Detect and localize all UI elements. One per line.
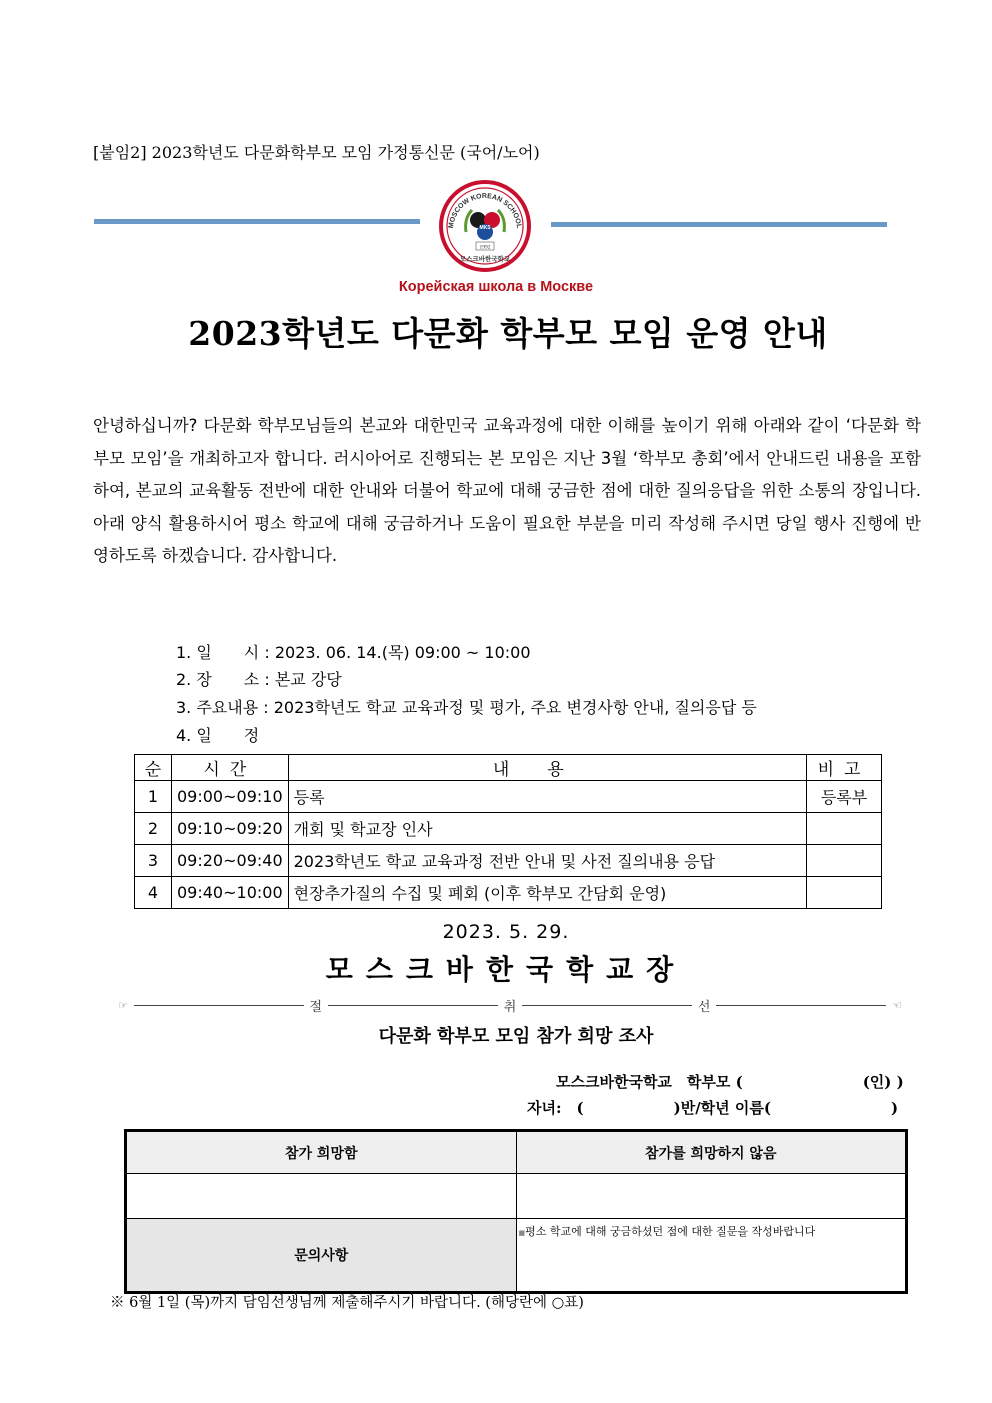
cell-note: 등록부 — [807, 781, 882, 813]
inquiry-field[interactable] — [516, 1219, 907, 1293]
cell-note — [807, 813, 882, 845]
cell-note — [807, 877, 882, 909]
dash-rule — [716, 1005, 886, 1006]
inquiry-label: 문의사항 — [126, 1219, 517, 1293]
col-header-attend: 참가 희망함 — [126, 1131, 517, 1174]
schedule-header-row — [135, 755, 882, 781]
attend-checkbox-cell[interactable] — [126, 1174, 517, 1219]
logo-ring-text: MOSCOW KOREAN SCHOOL — [447, 192, 523, 229]
page-title: 2023학년도 다문화 학부모 모임 운영 안내 — [188, 314, 828, 353]
survey-title: 다문화 학부모 모임 참가 희망 조사 — [378, 1026, 654, 1047]
pointing-right-icon: ☞ — [118, 999, 128, 1012]
info-label: 1. 일 시 — [176, 643, 260, 662]
cell-content: 등록 — [288, 781, 806, 813]
logo-bottom-text: 모스크바한국학교 — [459, 255, 511, 263]
cell-no: 2 — [135, 813, 172, 845]
info-value: 본교 강당 — [274, 670, 342, 689]
table-row — [135, 781, 882, 813]
cutline-word: 취 — [503, 1000, 517, 1015]
cell-time: 09:40~10:00 — [172, 877, 289, 909]
col-header-time: 시간 — [172, 755, 289, 781]
info-value: 2023. 06. 14.(목) 09:00 ~ 10:00 — [274, 643, 531, 662]
pointing-left-icon: ☜ — [892, 999, 902, 1012]
cutline-word: 선 — [697, 1000, 711, 1015]
info-value: 2023학년도 학교 교육과정 및 평가, 주요 변경사항 안내, 질의응답 등 — [273, 698, 757, 717]
child-info-line[interactable]: 자녀: ( )반/학년 이름( ) — [527, 1099, 899, 1117]
cell-content: 2023학년도 학교 교육과정 전반 안내 및 사전 질의내용 응답 — [288, 845, 806, 877]
principal-signature: 모스크바한국학교장 — [325, 953, 687, 986]
table-row — [135, 813, 882, 845]
cutline-word: 절 — [309, 1000, 323, 1015]
info-item-schedule — [176, 723, 259, 746]
header-rule-right — [551, 222, 887, 227]
parent-signature-line[interactable]: 모스크바한국학교 학부모 ( (인) ) — [556, 1073, 904, 1091]
bullet-icon: ■ — [518, 1229, 526, 1237]
dash-rule — [328, 1005, 498, 1006]
school-logo — [436, 180, 534, 272]
cell-time: 09:10~09:20 — [172, 813, 289, 845]
col-header-note: 비고 — [807, 755, 882, 781]
table-row — [135, 845, 882, 877]
schedule-table — [134, 754, 882, 909]
cell-note — [807, 845, 882, 877]
survey-form-table — [124, 1129, 908, 1294]
logo-center-text: MKS — [479, 225, 491, 231]
issue-date: 2023. 5. 29. — [442, 921, 570, 943]
not-attend-checkbox-cell[interactable] — [516, 1174, 907, 1219]
info-item-content: 3. 주요내용 : 2023학년도 학교 교육과정 및 평가, 주요 변경사항 안내, 질의응답 등 — [176, 698, 757, 717]
info-label: 4. 일 정 — [176, 726, 260, 745]
header-rule-left — [94, 219, 420, 224]
cell-time: 09:00~09:10 — [172, 781, 289, 813]
cell-time: 09:20~09:40 — [172, 845, 289, 877]
cell-no: 3 — [135, 845, 172, 877]
col-header-content: 내용 — [288, 755, 806, 781]
cell-content: 현장추가질의 수집 및 폐회 (이후 학부모 간담회 운영) — [288, 877, 806, 909]
school-name-russian: Корейская школа в Москве — [398, 279, 594, 295]
intro-paragraph: 안녕하십니까? 다문화 학부모님들의 본교와 대한민국 교육과정에 대한 이해를 높이기 위해 아래와 같이 ‘다문화 학부모 모임’을 개최하고자 합니다. 러시아어로 진행되는 본 모임은 지난 3월 ‘학부모 총회’에서 안내드린 내용을 포함하여, 본교의 교육활동 전반에 대한 안내와 더불어 학교에 대해 궁금한 점에 대한 질의응답을 위한 소통의 장입니다. 아래 양식 활용하시어 평소 학교에 대해 궁금하거나 도움이 필요한 부분을 미리 작성해 주시면 당일 행사 진행에 반영하도록 하겠습니다. 감사합니다. — [93, 416, 921, 565]
cell-no: 1 — [135, 781, 172, 813]
logo-year: 1992 — [479, 244, 491, 251]
table-row — [135, 877, 882, 909]
col-header-no: 순 — [135, 755, 172, 781]
cut-line — [118, 996, 902, 1015]
col-header-not-attend: 참가를 희망하지 않음 — [516, 1131, 907, 1174]
inquiry-hint: 평소 학교에 대해 궁금하셨던 점에 대한 질문을 작성바랍니다 — [525, 1225, 816, 1238]
cell-content: 개회 및 학교장 인사 — [288, 813, 806, 845]
info-label: 3. 주요내용 — [176, 698, 259, 717]
info-label: 2. 장 소 — [176, 670, 260, 689]
cell-no: 4 — [135, 877, 172, 909]
info-item-place: 2. 장 소 : 본교 강당 — [176, 670, 342, 689]
submission-note: ※ 6월 1일 (목)까지 담임선생님께 제출해주시기 바랍니다. (해당란에 ○표) — [110, 1295, 584, 1311]
info-item-datetime: 1. 일 시 : 2023. 06. 14.(목) 09:00 ~ 10:00 — [176, 643, 531, 662]
dash-rule — [522, 1005, 692, 1006]
attachment-line: [붙임2] 2023학년도 다문화학부모 모임 가정통신문 (국어/노어) — [93, 143, 540, 162]
dash-rule — [134, 1005, 304, 1006]
